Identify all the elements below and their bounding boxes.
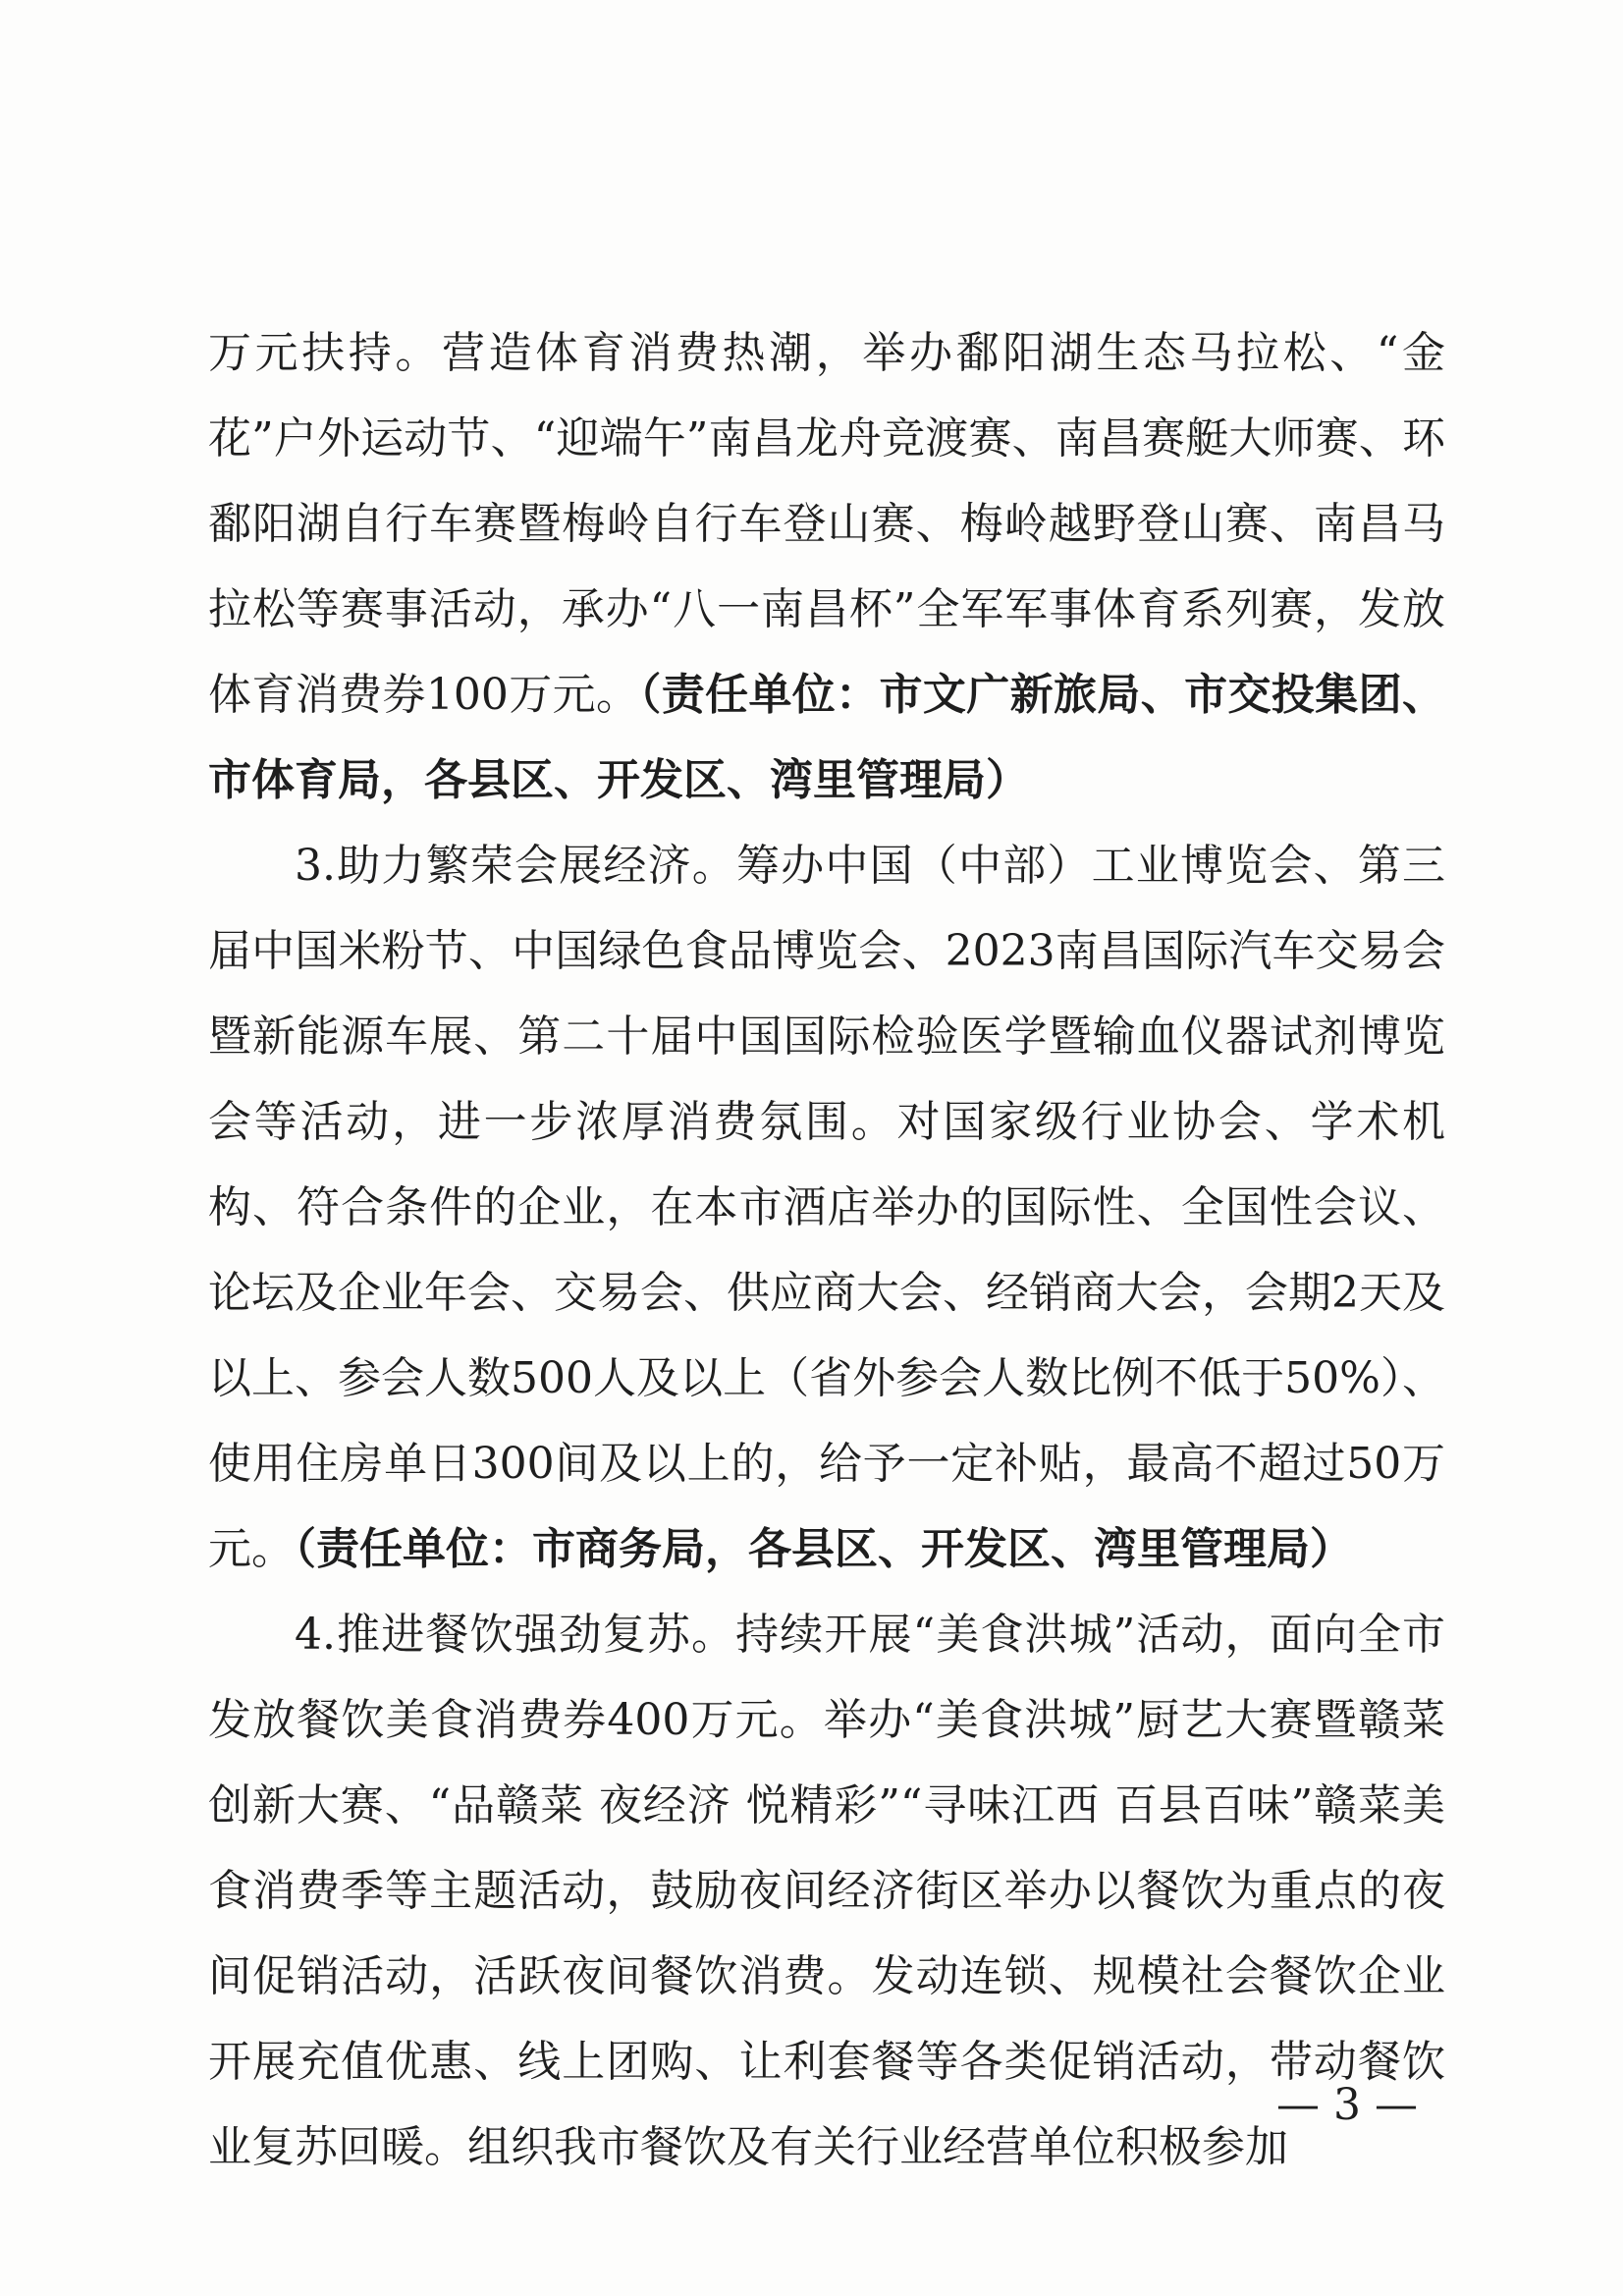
- paragraph-text: 万元扶持。营造体育消费热潮，举办鄱阳湖生态马拉松、“金花”户外运动节、“迎端午”南昌龙舟竞渡赛、南昌赛艇大师赛、环鄱阳湖自行车赛暨梅岭自行车登山赛、梅岭越野登山赛、南昌马拉松等赛事活动，承办“八一南昌杯”全军军事体育系列赛，发放体育消费券100万元。: [208, 328, 1445, 720]
- paragraph-catering-recovery: [208, 1592, 1445, 2190]
- document-body: [208, 310, 1445, 2190]
- paragraph-text: 4.推进餐饮强劲复苏。持续开展“美食洪城”活动，面向全市发放餐饮美食消费券400万元。举办“美食洪城”厨艺大赛暨赣菜创新大赛、“品赣菜 夜经济 悦精彩”“寻味江西 百县百味”赣菜美食消费季等主题活动，鼓励夜间经济街区举办以餐饮为重点的夜间促销活动，活跃夜间餐饮消费。发动连锁、规模社会餐饮企业开展充值优惠、线上团购、让利套餐等各类促销活动，带动餐饮业复苏回暖。组织我市餐饮及有关行业经营单位积极参加: [208, 1610, 1445, 2172]
- paragraph-text: 3.助力繁荣会展经济。筹办中国（中部）工业博览会、第三届中国米粉节、中国绿色食品博览会、2023南昌国际汽车交易会暨新能源车展、第二十届中国国际检验医学暨输血仪器试剂博览会等活动，进一步浓厚消费氛围。对国家级行业协会、学术机构、符合条件的企业，在本市酒店举办的国际性、全国性会议、论坛及企业年会、交易会、供应商大会、经销商大会，会期2天及以上、参会人数500人及以上（省外参会人数比例不低于50%）、使用住房单日300间及以上的，给予一定补贴，最高不超过50万元。: [208, 841, 1445, 1574]
- responsibility-units: （责任单位：市文广新旅局、市交投集团、市体育局，各县区、开发区、湾里管理局）: [208, 670, 1446, 805]
- responsibility-units: （责任单位：市商务局，各县区、开发区、湾里管理局）: [295, 1524, 1353, 1574]
- paragraph-sports-consumption: [208, 310, 1445, 823]
- paragraph-exhibition-economy: [208, 823, 1445, 1592]
- page-number: — 3 —: [1276, 2080, 1418, 2130]
